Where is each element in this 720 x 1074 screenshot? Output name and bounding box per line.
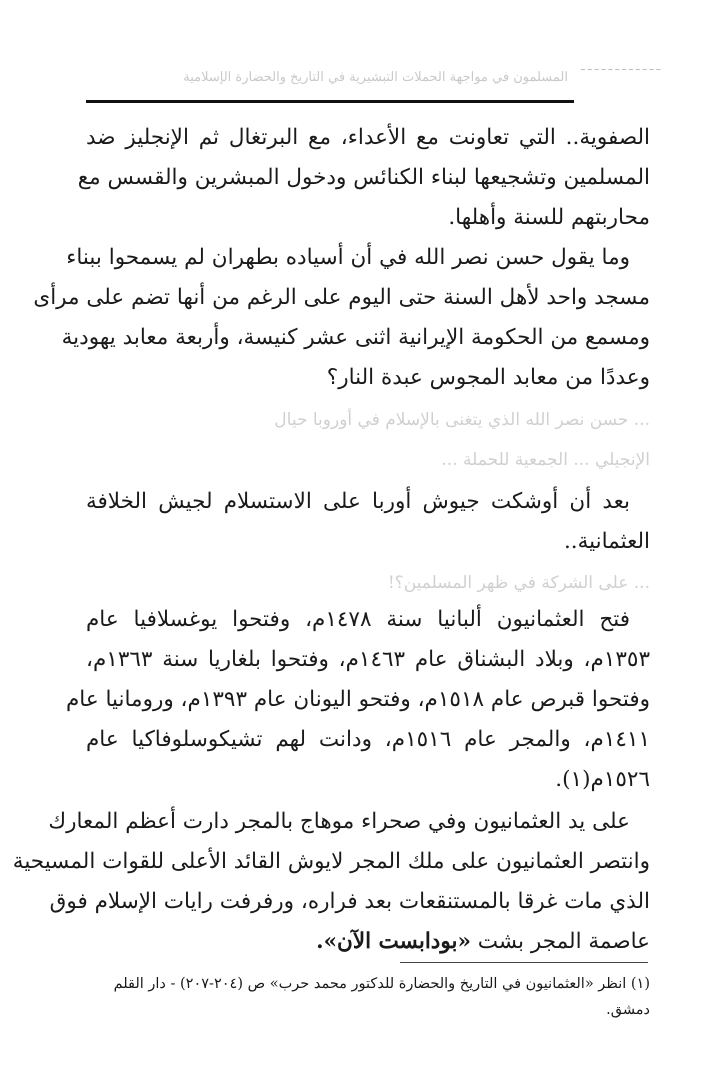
paragraph-2-line-3: ومسمع من الحكومة الإيرانية اثنى عشر كنيسة، وأربعة معابد يهودية: [61, 325, 650, 350]
paragraph-5-line-4: [86, 922, 650, 964]
footnote-rule: [400, 962, 648, 963]
footnote-line-2: دمشق.: [606, 1002, 650, 1018]
budapest-emphasis: «بودابست الآن».: [316, 929, 471, 954]
paragraph-2-line-4: وعددًا من معابد المجوس عبدة النار؟: [326, 365, 650, 390]
faint-line-3: ... على الشركة في ظهر المسلمين؟!: [387, 573, 650, 593]
paragraph-5-line-3: الذي مات غرقا بالمستنقعات بعد فراره، ورفرفت رايات الإسلام فوق: [49, 889, 650, 914]
paragraph-3-line-2: العثمانية..: [563, 529, 650, 554]
paragraph-5-line-2: وانتصر العثمانيون على ملك المجر لايوش القائد الأعلى للقوات المسيحية: [12, 849, 650, 874]
running-header: المسلمون في مواجهة الحملات التبشيرية في التاريخ والحضارة الإسلامية: [183, 70, 568, 85]
paragraph-4-line-3: وفتحوا قبرص عام ١٥١٨م، وفتحو اليونان عام ١٣٩٣م، ورومانيا عام: [65, 687, 650, 712]
paragraph-5-line-4-text: عاصمة المجر بشت: [470, 929, 650, 954]
paragraph-4-line-5: ١٥٢٦م(١).: [555, 767, 650, 792]
footnote-line-1: (١) انظر «العثمانيون في التاريخ والحضارة للدكتور محمد حرب» ص (٢٠٤-٢٠٧) - دار القلم: [113, 976, 650, 992]
faint-line-1: ... حسن نصر الله الذي يتغنى بالإسلام في أوروبا حيال: [274, 410, 650, 430]
paragraph-1-line-1: الصفوية.. التي تعاونت مع الأعداء، مع البرتغال ثم الإنجليز ضد: [86, 125, 650, 150]
paragraph-2-line-2: مسجد واحد لأهل السنة حتى اليوم على الرغم من أنها تضم على مرأى: [33, 285, 650, 310]
paragraph-4-line-1: فتح العثمانيون ألبانيا سنة ١٤٧٨م، وفتحوا يوغسلافيا عام: [86, 607, 631, 632]
header-rule: [86, 100, 574, 103]
paragraph-2-line-1: وما يقول حسن نصر الله في أن أسياده بطهران لم يسمحوا ببناء: [66, 245, 630, 270]
paragraph-3-line-1: بعد أن أوشكت جيوش أوربا على الاستسلام لجيش الخلافة: [86, 489, 630, 514]
paragraph-4-line-2: ١٣٥٣م، وبلاد البشناق عام ١٤٦٣م، وفتحوا بلغاريا سنة ١٣٦٣م،: [86, 647, 650, 672]
paragraph-4-line-4: ١٤١١م، والمجر عام ١٥١٦م، ودانت لهم تشيكوسلوفاكيا عام: [86, 727, 650, 752]
faint-line-2: الإنجيلي ... الجمعية للحملة ...: [441, 450, 650, 470]
corner-mark: ~~~~~~~~~~~~: [580, 66, 663, 74]
paragraph-1-line-3: محاربتهم للسنة وأهلها.: [448, 205, 650, 230]
paragraph-1-line-2: المسلمين وتشجيعها لبناء الكنائس ودخول المبشرين والقسس مع: [77, 165, 650, 190]
paragraph-5-line-1: على يد العثمانيون وفي صحراء موهاج بالمجر دارت أعظم المعارك: [48, 809, 630, 834]
